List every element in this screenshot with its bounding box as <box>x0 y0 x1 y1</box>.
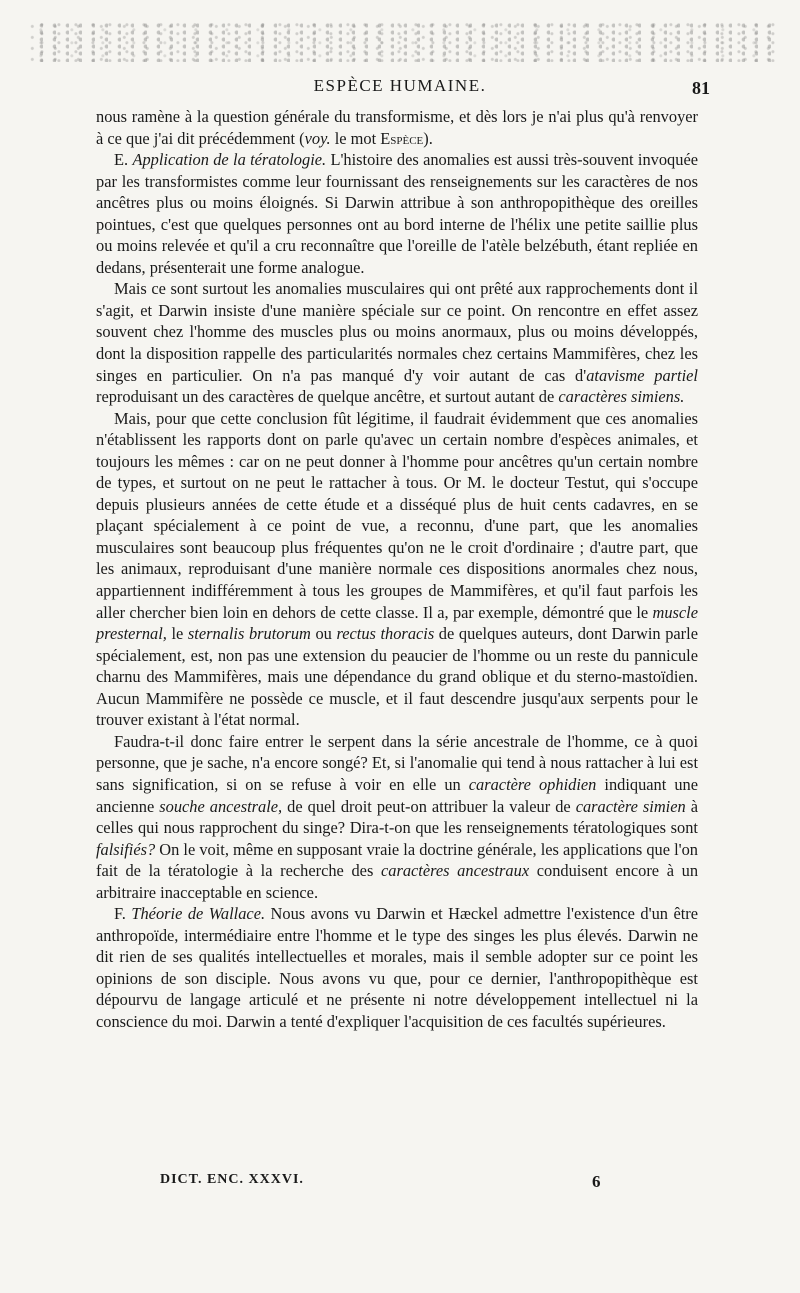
text-run: le mot <box>330 128 381 148</box>
small-caps-term: Espèce <box>380 128 424 148</box>
text-run: F. <box>114 904 132 924</box>
italic-term: falsifiés? <box>96 839 156 859</box>
text-run: conduisent encore à un arbitraire inacceptable en science. <box>96 861 699 902</box>
page-number: 81 <box>692 78 710 98</box>
text-run: L'histoire des anomalies est aussi très-souvent invoquée par les transformistes comme leur fournissant des renseignements sur les caractères de nos ancêtres plus ou moins éloignés. Si Darwin attribue à son anthropopithèque des oreilles pointues, c'est que quelques personnes ont au bord interne de l'hélix une petite saillie plus ou moins relevée et qu'il a cru reconnaître que l'oreille de l'atèle belzébuth, étant repliée en dedans, présenterait une forme analogue. <box>96 150 698 277</box>
italic-term: Théorie de Wallace. <box>131 904 266 924</box>
running-title: ESPÈCE HUMAINE. <box>313 76 487 95</box>
text-run: reproduisant un des caractères de quelque ancêtre, et surtout autant de <box>96 387 559 407</box>
italic-term: caractères ancestraux <box>380 861 530 881</box>
text-run: E. <box>114 150 133 170</box>
text-run: de quel droit peut-on attribuer la valeur de <box>282 796 576 816</box>
paragraph <box>96 106 698 149</box>
italic-term: souche ancestrale, <box>159 796 283 816</box>
text-run: Nous avons vu Darwin et Hæckel admettre l'existence d'un être anthropoïde, intermédiaire entre l'homme et le type des singes les plus élevés. Darwin ne dit rien de ses qualités intellectuelles et morales, mais il semble adopter sur ce point les opinions de son disciple. Nous avons vu que, pour ce dernier, l'anthropopithèque est dépourvu de langage articulé et ne présente ni notre développement intellectuel ni la conscience du moi. Darwin a tenté d'expliquer l'acquisition de ces facultés supérieures. <box>96 904 699 1031</box>
paragraph <box>96 149 698 278</box>
paragraph <box>96 903 698 1032</box>
text-run: Mais, pour que cette conclusion fût légitime, il faudrait évidemment que ces anomalies n'établissent les rapports dont on parle qu'avec un certain nombre d'espèces animales, et toujours les mêmes : car on ne peut donner à l'homme pour ancêtres qu'un certain nombre de types, et surtout on ne peut le rattacher à tous. Or M. le docteur Testut, qui s'occupe depuis plusieurs années de cette étude et a disséqué plus de huit cents cadavres, en se plaçant spécialement à ce point de vue, a reconnu, d'une part, que les anomalies musculaires sont beaucoup plus fréquentes qu'on ne le croit d'ordinaire ; d'autre part, que les animaux, reproduisant d'une manière normale ces dispositions anormales chez nous, appartiennent indifféremment à tous les groupes de Mammifères, et qu'il faut parfois les aller chercher bien loin en dehors de cette classe. Il a, par exemple, démontré que le <box>96 408 698 622</box>
text-run: nous ramène à la question générale du transformisme, et dès lors je n'ai plus qu'à renvoyer à ce que j'ai dit précédemment ( <box>96 107 698 148</box>
italic-term: caractères simiens. <box>558 387 685 407</box>
scan-noise <box>30 22 780 62</box>
body-text <box>96 106 698 1033</box>
paragraph <box>96 278 698 407</box>
text-run: le <box>166 624 188 644</box>
italic-term: sternalis brutorum <box>187 624 311 644</box>
italic-term: Application de la tératologie. <box>132 150 327 170</box>
text-run: On le voit, même en supposant vraie la doctrine générale, les applications que l'on fait de la tératologie à la recherche des <box>96 839 698 881</box>
paragraph <box>96 408 698 731</box>
text-run: ou <box>310 624 337 644</box>
text-run: indiquant une ancienne <box>96 774 698 816</box>
text-run: Faudra-t-il donc faire entrer le serpent dans la série ancestrale de l'homme, ce à quoi personne, que je sache, n'a encore songé? Et, si l'anomalie qui tend à nous rattacher à lui est sans signification, si on se refuse à voir en elle un <box>96 731 698 794</box>
italic-term: caractère simien <box>575 796 686 816</box>
italic-term: caractère ophidien <box>468 774 597 794</box>
italic-term: muscle presternal, <box>96 602 698 644</box>
italic-term: voy. <box>304 128 331 148</box>
paragraph <box>96 731 698 903</box>
text-run: ). <box>423 128 433 148</box>
volume-reference: DICT. ENC. XXXVI. <box>160 1172 304 1187</box>
italic-term: atavisme partiel <box>586 365 698 385</box>
text-run: à celles qui nous rapprochent du singe? Dira-t-on que les renseignements tératologiques sont <box>96 796 698 838</box>
page-footer <box>160 1172 640 1196</box>
page-header <box>90 76 710 104</box>
text-run: Mais ce sont surtout les anomalies musculaires qui ont prêté aux rapprochements dont il s'agit, et Darwin insiste d'une manière spéciale sur ce point. On rencontre en effet assez souvent chez l'homme des muscles plus ou moins anormaux, plus ou moins développés, dont la disposition rappelle des particularités normales chez certains Mammifères, chez les singes en particulier. On n'a pas manqué d'y voir autant de cas d' <box>96 279 698 385</box>
text-run: de quelques auteurs, dont Darwin parle spécialement, est, non pas une extension du peaucier de l'homme ou un reste du pannicule charnu des Mammifères, mais une dépendance du grand oblique et du sterno-mastoïdien. Aucun Mammifère ne possède ce muscle, et il faut descendre jusqu'aux serpents pour le trouver existant à l'état normal. <box>96 624 698 730</box>
signature-mark: 6 <box>592 1172 601 1191</box>
italic-term: rectus thoracis <box>336 624 435 644</box>
